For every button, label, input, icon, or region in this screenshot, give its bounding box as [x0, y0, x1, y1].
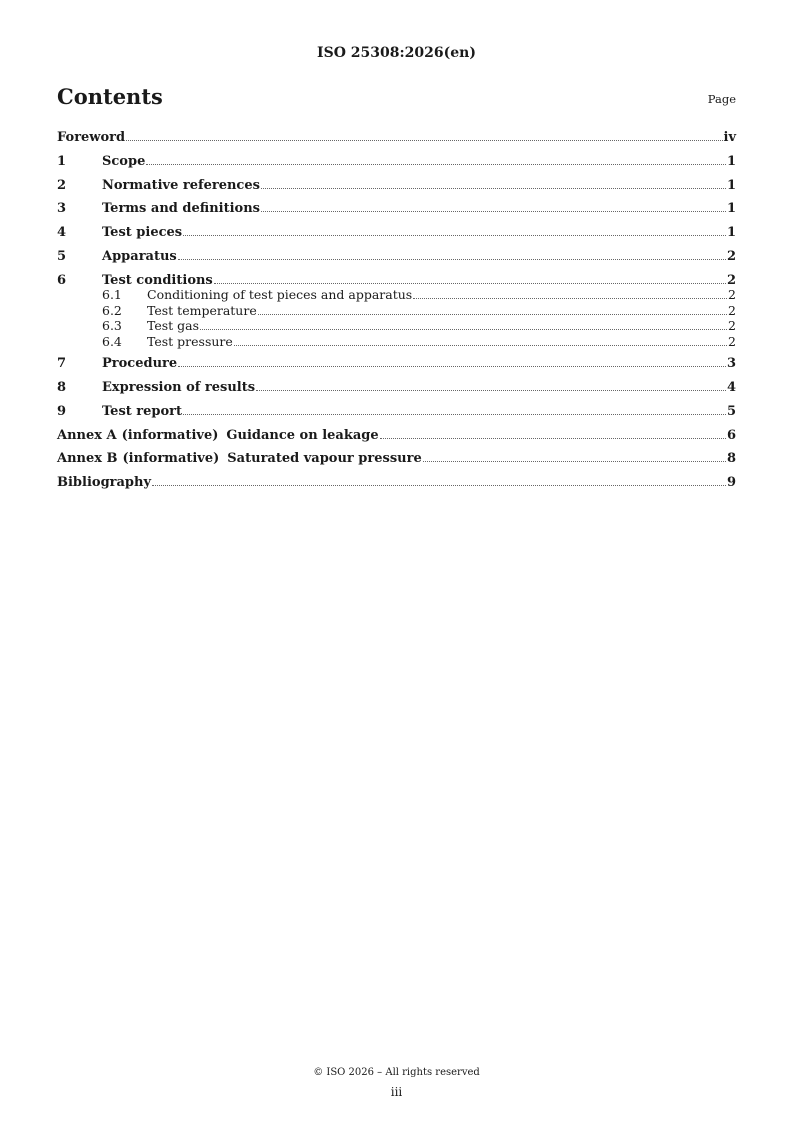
dot-leader	[261, 211, 726, 212]
page-number: iii	[390, 1085, 403, 1099]
dot-leader	[214, 283, 726, 284]
toc-entry-annex-b[interactable]	[57, 449, 736, 473]
toc-entry-title: Procedure	[102, 356, 178, 372]
toc-entry-page: iv	[723, 130, 736, 145]
toc-entry-bibliography[interactable]	[57, 473, 736, 497]
dot-leader	[234, 345, 727, 346]
dot-leader	[413, 298, 727, 299]
toc-entry-page: 1	[726, 177, 736, 193]
toc-entry-number: 2	[57, 177, 67, 193]
dot-leader	[152, 485, 726, 486]
toc-entry-number: 5	[57, 248, 67, 264]
toc-entry-page: 3	[726, 356, 736, 372]
toc-entry-3[interactable]	[57, 199, 736, 223]
toc-entry-number: 9	[57, 403, 67, 419]
contents-heading: Contents	[57, 84, 163, 109]
dot-leader	[423, 461, 726, 462]
toc-entry-title: Normative references	[102, 177, 260, 193]
dot-leader	[261, 188, 726, 189]
toc-entry-page: 1	[726, 153, 736, 169]
dot-leader	[183, 414, 726, 415]
toc-entry-title: Apparatus	[102, 248, 177, 264]
toc-entry-page: 1	[726, 201, 736, 217]
toc-subentry-page: 2	[728, 286, 736, 302]
toc-entry-page: 2	[726, 248, 736, 264]
dot-leader	[183, 235, 726, 236]
toc-subentry-title: Test temperature	[147, 302, 257, 318]
toc-entry-6[interactable]	[57, 271, 736, 287]
dot-leader	[200, 329, 727, 330]
toc-entry-title: Terms and definitions	[102, 201, 260, 217]
toc-entry-number: 6	[57, 272, 67, 288]
dot-leader	[380, 438, 726, 439]
toc-annex-label: Annex A	[57, 427, 117, 443]
toc-entry-page: 9	[726, 475, 736, 491]
toc-entry-page: 6	[726, 427, 736, 443]
toc-subentry-title: Conditioning of test pieces and apparatus	[147, 286, 413, 302]
dot-leader	[258, 314, 727, 315]
toc-entry-number: 8	[57, 379, 67, 395]
toc-subentry-page: 2	[728, 334, 736, 350]
page-column-label: Page	[707, 92, 736, 106]
toc-entry-8[interactable]	[57, 378, 736, 402]
toc-entry-5[interactable]	[57, 247, 736, 271]
toc-entry-number: 1	[57, 153, 67, 169]
toc-entry-2[interactable]	[57, 176, 736, 200]
toc-subentry-6-1[interactable]	[57, 287, 736, 303]
dot-leader	[178, 259, 726, 260]
toc-annex-label: Annex B	[57, 451, 118, 467]
toc-entry-title: Test pieces	[102, 225, 183, 241]
toc-entry-page: 2	[726, 272, 736, 288]
toc-subentry-title: Test pressure	[147, 334, 233, 350]
toc-subentry-6-4[interactable]	[57, 334, 736, 354]
toc-subentry-title: Test gas	[147, 318, 200, 334]
toc-annex-type: (informative)	[121, 427, 219, 443]
toc-subentry-number: 6.4	[102, 334, 122, 350]
toc-entry-page: 5	[726, 403, 736, 419]
toc-subentry-number: 6.1	[102, 286, 122, 302]
toc-entry-title: Scope	[102, 153, 146, 169]
table-of-contents	[57, 128, 736, 497]
toc-entry-number: 4	[57, 225, 67, 241]
toc-entry-page: 1	[726, 225, 736, 241]
toc-entry-title: Guidance on leakage	[226, 427, 379, 443]
dot-leader	[178, 366, 726, 367]
toc-annex-type: (informative)	[122, 451, 220, 467]
toc-subentry-page: 2	[728, 302, 736, 318]
toc-subentry-number: 6.3	[102, 318, 122, 334]
toc-entry-page: 4	[726, 379, 736, 395]
toc-entry-title: Bibliography	[57, 475, 152, 491]
toc-entry-1[interactable]	[57, 152, 736, 176]
document-id: ISO 25308:2026(en)	[317, 45, 476, 61]
toc-entry-9[interactable]	[57, 402, 736, 426]
dot-leader	[126, 140, 722, 141]
toc-subentry-6-2[interactable]	[57, 303, 736, 319]
toc-entry-number: 3	[57, 201, 67, 217]
toc-subentry-6-3[interactable]	[57, 318, 736, 334]
toc-entry-title: Test report	[102, 403, 183, 419]
toc-entry-number: 7	[57, 356, 67, 372]
toc-subentry-page: 2	[728, 318, 736, 334]
toc-subentry-number: 6.2	[102, 302, 122, 318]
toc-entry-annex-a[interactable]	[57, 426, 736, 450]
toc-entry-title: Foreword	[57, 130, 126, 145]
copyright-notice: © ISO 2026 – All rights reserved	[313, 1067, 480, 1078]
dot-leader	[146, 164, 726, 165]
toc-entry-title: Expression of results	[102, 379, 256, 395]
toc-entry-title: Saturated vapour pressure	[227, 451, 422, 467]
toc-entry-7[interactable]	[57, 354, 736, 378]
toc-entry-4[interactable]	[57, 223, 736, 247]
toc-entry-title: Test conditions	[102, 272, 213, 288]
toc-entry-foreword[interactable]	[57, 128, 736, 152]
toc-entry-page: 8	[726, 451, 736, 467]
dot-leader	[256, 390, 726, 391]
